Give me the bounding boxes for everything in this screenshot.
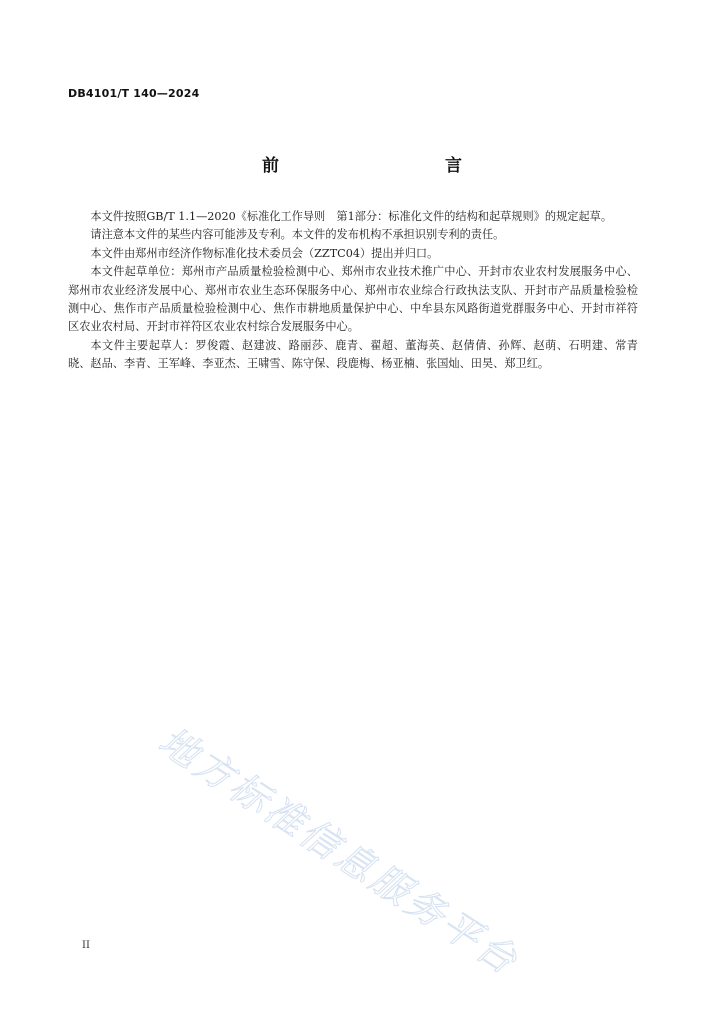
foreword-body [68, 208, 638, 374]
standard-code: DB4101/T 140—2024 [68, 87, 200, 100]
paragraph-drafters: 本文件主要起草人：罗俊霞、赵建波、路丽莎、鹿青、翟超、董海英、赵倩倩、孙辉、赵萌、石明建、常青晓、赵品、李青、王军峰、李亚杰、王啸雪、陈守保、段鹿梅、杨亚楠、张国灿、田昊、郑卫红。 [68, 338, 638, 371]
watermark: 地方标准信息服务平台 [151, 718, 528, 985]
paragraph-drafting-rules: 本文件按照GB/T 1.1—2020《标准化工作导则 第1部分：标准化文件的结构和起草规则》的规定起草。 [90, 210, 613, 223]
page-number: II [82, 940, 90, 951]
paragraph-patent-notice: 请注意本文件的某些内容可能涉及专利。本文件的发布机构不承担识别专利的责任。 [90, 228, 505, 242]
paragraph-proposer: 本文件由郑州市经济作物标准化技术委员会（ZZTC04）提出并归口。 [90, 246, 439, 260]
page-title: 前 言 [262, 156, 506, 176]
paragraph-drafting-units: 本文件起草单位：郑州市产品质量检验检测中心、郑州市农业技术推广中心、开封市农业农村发展服务中心、郑州市农业经济发展中心、郑州市农业生态环保服务中心、郑州市农业综合行政执法支队、开封市产品质量检验检测中心、焦作市产品质量检验检测中心、焦作市耕地质量保护中心、中牟县东风路街道党群服务中心、开封市祥符区农业农村局、开封市祥符区农业农村综合发展服务中心。 [68, 265, 638, 334]
